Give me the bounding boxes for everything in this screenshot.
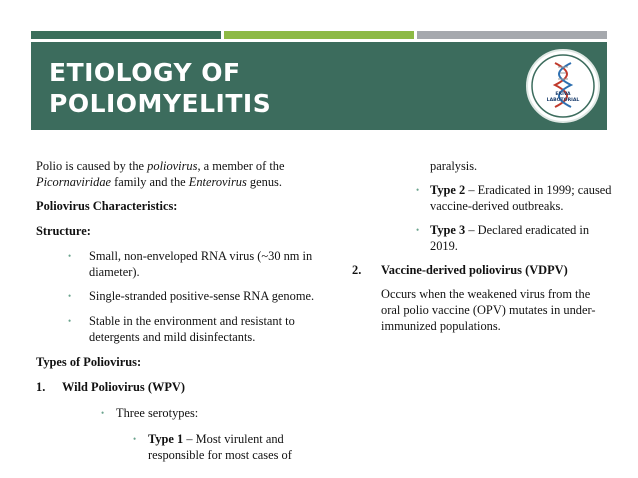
right-column: [352, 158, 612, 334]
accent-bar-gray: [417, 31, 607, 39]
accent-bar-dark-green: [31, 31, 221, 39]
title-line-1: ETIOLOGY OF: [49, 58, 241, 87]
intro-paragraph: Polio is caused by the poliovirus, a member of the Picornaviridae family and the Enterovirus genus.: [36, 159, 285, 189]
logo-text-top: ERIVA: [555, 92, 571, 97]
dna-logo-icon: [528, 51, 598, 121]
bullet-icon: •: [68, 316, 72, 326]
list-item: • Type 1 – Most virulent and responsible for most cases of: [133, 432, 292, 462]
logo-text-main: LABOTORIAL: [546, 98, 580, 103]
list-item: • Three serotypes:: [101, 406, 199, 420]
bullet-icon: •: [133, 434, 137, 444]
list-item: • Small, non-enveloped RNA virus (~30 nm in diameter).: [68, 249, 313, 279]
slide-title: [49, 57, 271, 119]
list-number: 1.: [36, 380, 46, 394]
list-item: • Stable in the environment and resistant to detergents and mild disinfectants.: [68, 314, 295, 344]
bullet-icon: •: [416, 185, 420, 195]
list-item: • Type 3 – Declared eradicated in 2019.: [416, 223, 590, 253]
list-item: 2. Vaccine-derived poliovirus (VDPV): [352, 263, 568, 277]
characteristics-heading: Poliovirus Characteristics:: [36, 199, 178, 213]
list-item: • Type 2 – Eradicated in 1999; caused vaccine-derived outbreaks.: [416, 183, 612, 213]
title-banner: [31, 42, 607, 130]
continuation-text: paralysis.: [430, 159, 478, 173]
list-item: 1. Wild Poliovirus (WPV): [36, 380, 185, 394]
list-item: • Single-stranded positive-sense RNA genome.: [68, 289, 315, 303]
bullet-icon: •: [68, 291, 72, 301]
vdpv-description: Occurs when the weakened virus from the oral polio vaccine (OPV) mutates in under-immunized populations.: [381, 287, 596, 333]
logo: [526, 49, 600, 123]
accent-bar-light-green: [224, 31, 414, 39]
left-column: [36, 158, 336, 463]
types-heading: Types of Poliovirus:: [36, 355, 142, 369]
list-number: 2.: [352, 263, 362, 277]
title-line-2: POLIOMYELITIS: [49, 89, 272, 118]
bullet-icon: •: [416, 225, 420, 235]
bullet-icon: •: [68, 251, 72, 261]
structure-heading: Structure:: [36, 224, 91, 238]
bullet-icon: •: [101, 408, 105, 418]
